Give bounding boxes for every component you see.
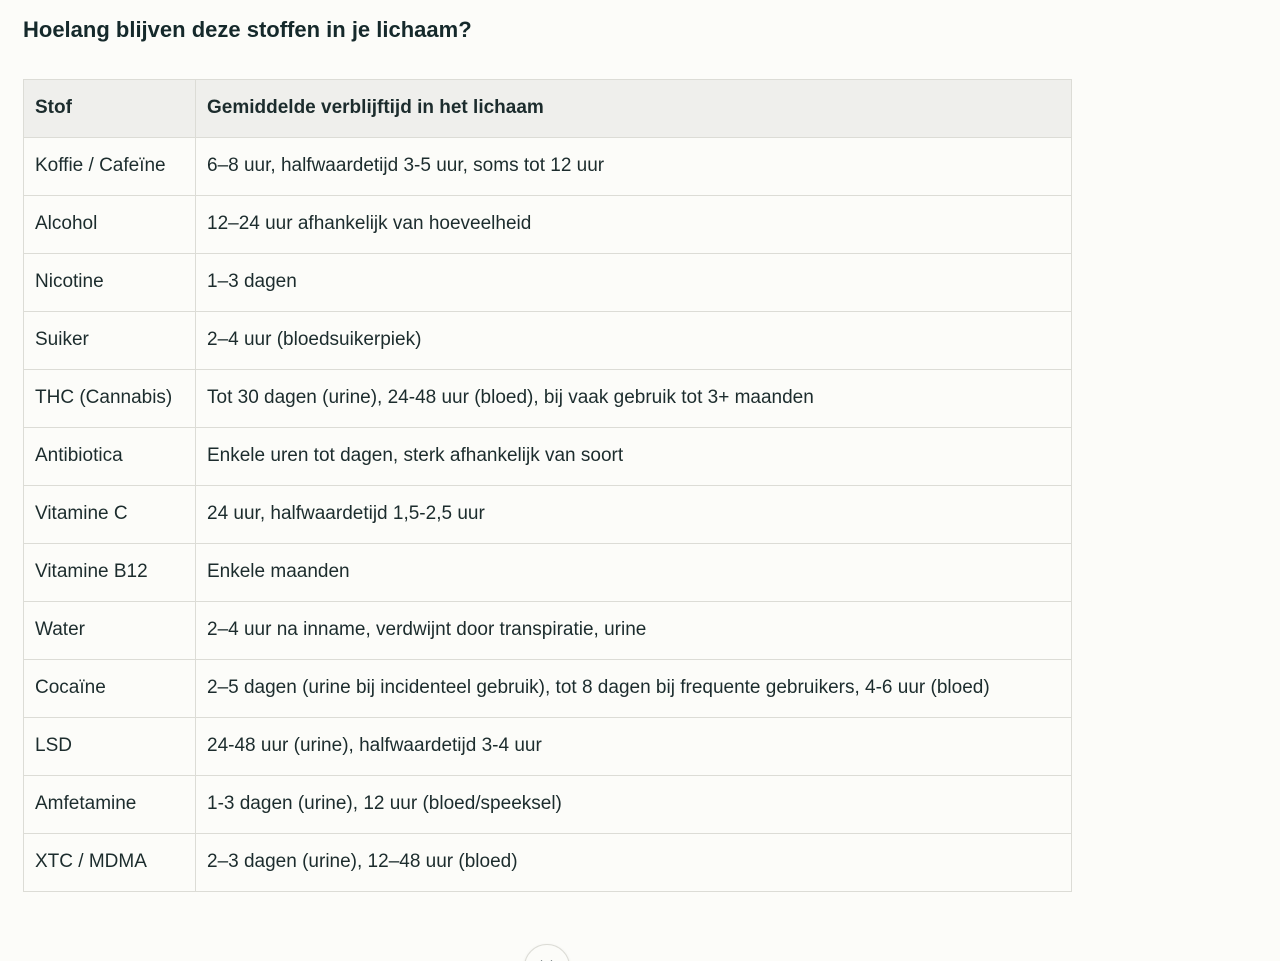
cell-duration: 6–8 uur, halfwaardetijd 3-5 uur, soms tot 12 uur (196, 138, 1072, 196)
cell-substance: Water (24, 602, 196, 660)
table-row (24, 312, 1072, 370)
table-row (24, 718, 1072, 776)
table-row (24, 660, 1072, 718)
substance-table (23, 79, 1072, 892)
cell-substance: Suiker (24, 312, 196, 370)
scroll-down-button[interactable] (524, 944, 570, 961)
table-row (24, 486, 1072, 544)
cell-duration: 2–4 uur (bloedsuikerpiek) (196, 312, 1072, 370)
table-row (24, 776, 1072, 834)
cell-substance: LSD (24, 718, 196, 776)
table-row (24, 370, 1072, 428)
cell-duration: 2–4 uur na inname, verdwijnt door transpiratie, urine (196, 602, 1072, 660)
table-row (24, 834, 1072, 892)
cell-substance: XTC / MDMA (24, 834, 196, 892)
table-row (24, 138, 1072, 196)
cell-substance: Vitamine B12 (24, 544, 196, 602)
table-row (24, 602, 1072, 660)
cell-duration: 24-48 uur (urine), halfwaardetijd 3-4 uur (196, 718, 1072, 776)
header-duration: Gemiddelde verblijftijd in het lichaam (196, 80, 1072, 138)
cell-substance: Alcohol (24, 196, 196, 254)
cell-duration: Tot 30 dagen (urine), 24-48 uur (bloed), bij vaak gebruik tot 3+ maanden (196, 370, 1072, 428)
cell-substance: Amfetamine (24, 776, 196, 834)
cell-duration: 24 uur, halfwaardetijd 1,5-2,5 uur (196, 486, 1072, 544)
table-header-row (24, 80, 1072, 138)
table-row (24, 254, 1072, 312)
chevron-down-icon (540, 955, 553, 961)
cell-duration: 12–24 uur afhankelijk van hoeveelheid (196, 196, 1072, 254)
table-row (24, 196, 1072, 254)
cell-duration: Enkele maanden (196, 544, 1072, 602)
cell-duration: 1–3 dagen (196, 254, 1072, 312)
table-header (24, 80, 1072, 138)
cell-substance: Vitamine C (24, 486, 196, 544)
cell-substance: Nicotine (24, 254, 196, 312)
cell-substance: Koffie / Cafeïne (24, 138, 196, 196)
cell-duration: Enkele uren tot dagen, sterk afhankelijk van soort (196, 428, 1072, 486)
cell-duration: 2–3 dagen (urine), 12–48 uur (bloed) (196, 834, 1072, 892)
cell-substance: Cocaïne (24, 660, 196, 718)
table-row (24, 428, 1072, 486)
cell-substance: Antibiotica (24, 428, 196, 486)
table-row (24, 544, 1072, 602)
section-heading: Hoelang blijven deze stoffen in je lichaam? (23, 17, 472, 42)
table-body (24, 138, 1072, 892)
cell-duration: 2–5 dagen (urine bij incidenteel gebruik), tot 8 dagen bij frequente gebruikers, 4-6 uur (bloed) (196, 660, 1072, 718)
cell-duration: 1-3 dagen (urine), 12 uur (bloed/speeksel) (196, 776, 1072, 834)
header-substance: Stof (24, 80, 196, 138)
cell-substance: THC (Cannabis) (24, 370, 196, 428)
